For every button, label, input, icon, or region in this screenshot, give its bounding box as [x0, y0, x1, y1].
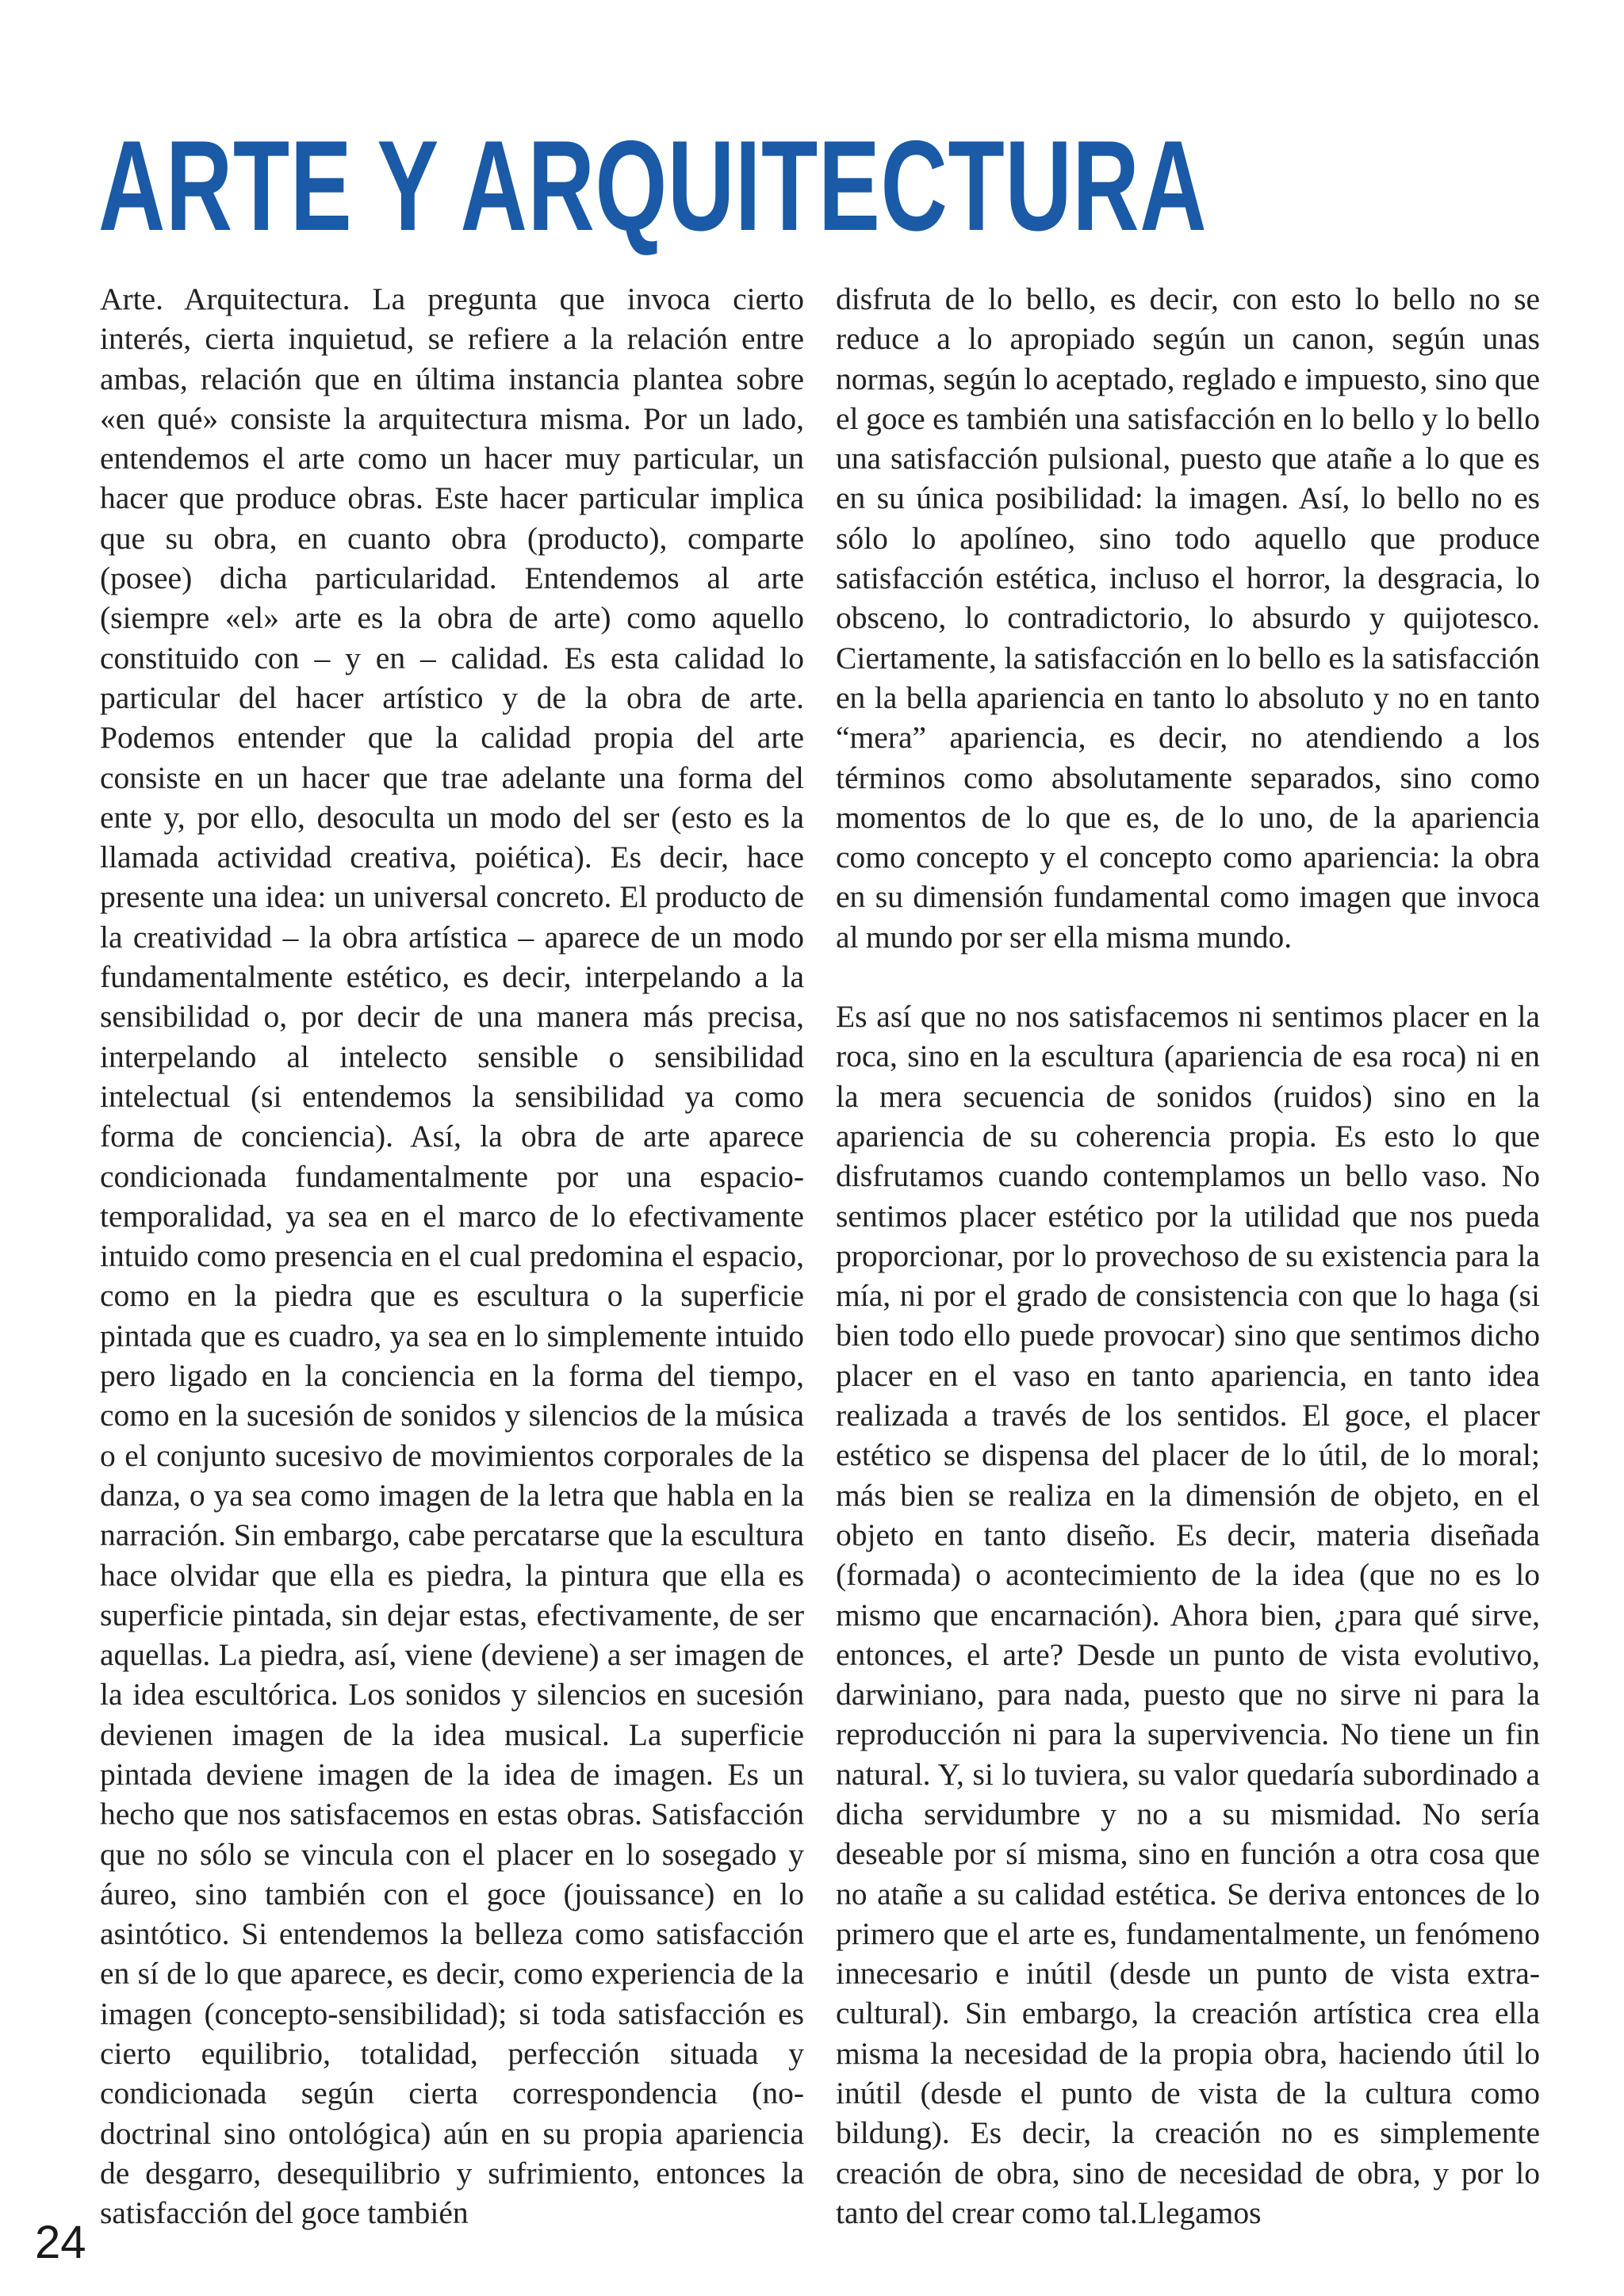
- right-text-column: [836, 279, 1540, 2233]
- body-paragraph: Es así que no nos satisfacemos ni sentimos placer en la roca, sino en la escultura (apariencia de esa roca) ni en la mera secuencia de sonidos (ruidos) sino en la apariencia de su coherencia propia. Es esto lo que disfrutamos cuando contemplamos un bello vaso. No sentimos placer estético por la utilidad que nos pueda proporcionar, por lo provechoso de su existencia para la mía, ni por el grado de consistencia con que lo haga (si bien todo ello puede provocar) sino que sentimos dicho placer en el vaso en tanto apariencia, en tanto idea realizada a través de los sentidos. El goce, el placer estético se dispensa del placer de lo útil, de lo moral; más bien se realiza en la dimensión de objeto, en el objeto en tanto diseño. Es decir, materia diseñada (formada) o acontecimiento de la idea (que no es lo mismo que encarnación). Ahora bien, ¿para qué sirve, entonces, el arte? Desde un punto de vista evolutivo, darwiniano, para nada, puesto que no sirve ni para la reproducción ni para la supervivencia. No tiene un fin natural. Y, si lo tuviera, su valor quedaría subordinado a dicha servidumbre y no a su mismidad. No sería deseable por sí misma, sino en función a otra cosa que no atañe a su calidad estética. Se deriva entonces de lo primero que el arte es, fundamentalmente, un fenómeno innecesario e inútil (desde un punto de vista extra-cultural). Sin embargo, la creación artística crea ella misma la necesidad de la propia obra, haciendo útil lo inútil (desde el punto de vista de la cultura como bildung). Es decir, la creación no es simplemente creación de obra, sino de necesidad de obra, y por lo tanto del crear como tal.Llegamos: [836, 999, 1540, 2230]
- page-number: 24: [35, 2217, 86, 2268]
- article-title: ARTE Y ARQUITECTURA: [98, 114, 1208, 258]
- left-text-column: [100, 279, 804, 2233]
- body-paragraph: Arte. Arquitectura. La pregunta que invoca cierto interés, cierta inquietud, se refiere a la relación entre ambas, relación que en última instancia plantea sobre «en qué» consiste la arquitectura misma. Por un lado, entendemos el arte como un hacer muy particular, un hacer que produce obras. Este hacer particular implica que su obra, en cuanto obra (producto), comparte (posee) dicha particularidad. Entendemos al arte (siempre «el» arte es la obra de arte) como aquello constituido con – y en – calidad. Es esta calidad lo particular del hacer artístico y de la obra de arte. Podemos entender que la calidad propia del arte consiste en un hacer que trae adelante una forma del ente y, por ello, desoculta un modo del ser (esto es la llamada actividad creativa, poiética). Es decir, hace presente una idea: un universal concreto. El producto de la creatividad – la obra artística – aparece de un modo fundamentalmente estético, es decir, interpelando a la sensibilidad o, por decir de una manera más precisa, interpelando al intelecto sensible o sensibilidad intelectual (si entendemos la sensibilidad ya como forma de conciencia). Así, la obra de arte aparece condicionada fundamentalmente por una espacio- temporalidad, ya sea en el marco de lo efectivamente intuido como presencia en el cual predomina el espacio, como en la piedra que es escultura o la superficie pintada que es cuadro, ya sea en lo simplemente intuido pero ligado en la conciencia en la forma del tiempo, como en la sucesión de sonidos y silencios de la música o el conjunto sucesivo de movimientos corporales de la danza, o ya sea como imagen de la letra que habla en la narración. Sin embargo, cabe percatarse que la escultura hace olvidar que ella es piedra, la pintura que ella es superficie pintada, sin dejar estas, efectivamente, de ser aquellas. La piedra, así, viene (deviene) a ser imagen de la idea escultórica. Los sonidos y silencios en sucesión devienen imagen de la idea musical. La superficie pintada deviene imagen de la idea de imagen. Es un hecho que nos satisfacemos en estas obras. Satisfacción que no sólo se vincula con el placer en lo sosegado y áureo, sino también con el goce (jouissance) en lo asintótico. Si entendemos la belleza como satisfacción en sí de lo que aparece, es decir, como experiencia de la imagen (concepto-sensibilidad); si toda satisfacción es cierto equilibrio, totalidad, perfección situada y condicionada según cierta correspondencia (no-doctrinal sino ontológica) aún en su propia apariencia de desgarro, desequilibrio y sufrimiento, entonces la satisfacción del goce también: [100, 281, 804, 2231]
- body-paragraph: disfruta de lo bello, es decir, con esto lo bello no se reduce a lo apropiado según un canon, según unas normas, según lo aceptado, reglado e impuesto, sino que el goce es también una satisfacción en lo bello y lo bello una satisfacción pulsional, puesto que atañe a lo que es en su única posibilidad: la imagen. Así, lo bello no es sólo lo apolíneo, sino todo aquello que produce satisfacción estética, incluso el horror, la desgracia, lo obsceno, lo contradictorio, lo absurdo y quijotesco. Ciertamente, la satisfacción en lo bello es la satisfacción en la bella apariencia en tanto lo absoluto y no en tanto “mera” apariencia, es decir, no atendiendo a los términos como absolutamente separados, sino como momentos de lo que es, de lo uno, de la apariencia como concepto y el concepto como apariencia: la obra en su dimensión fundamental como imagen que invoca al mundo por ser ella misma mundo.: [836, 281, 1540, 955]
